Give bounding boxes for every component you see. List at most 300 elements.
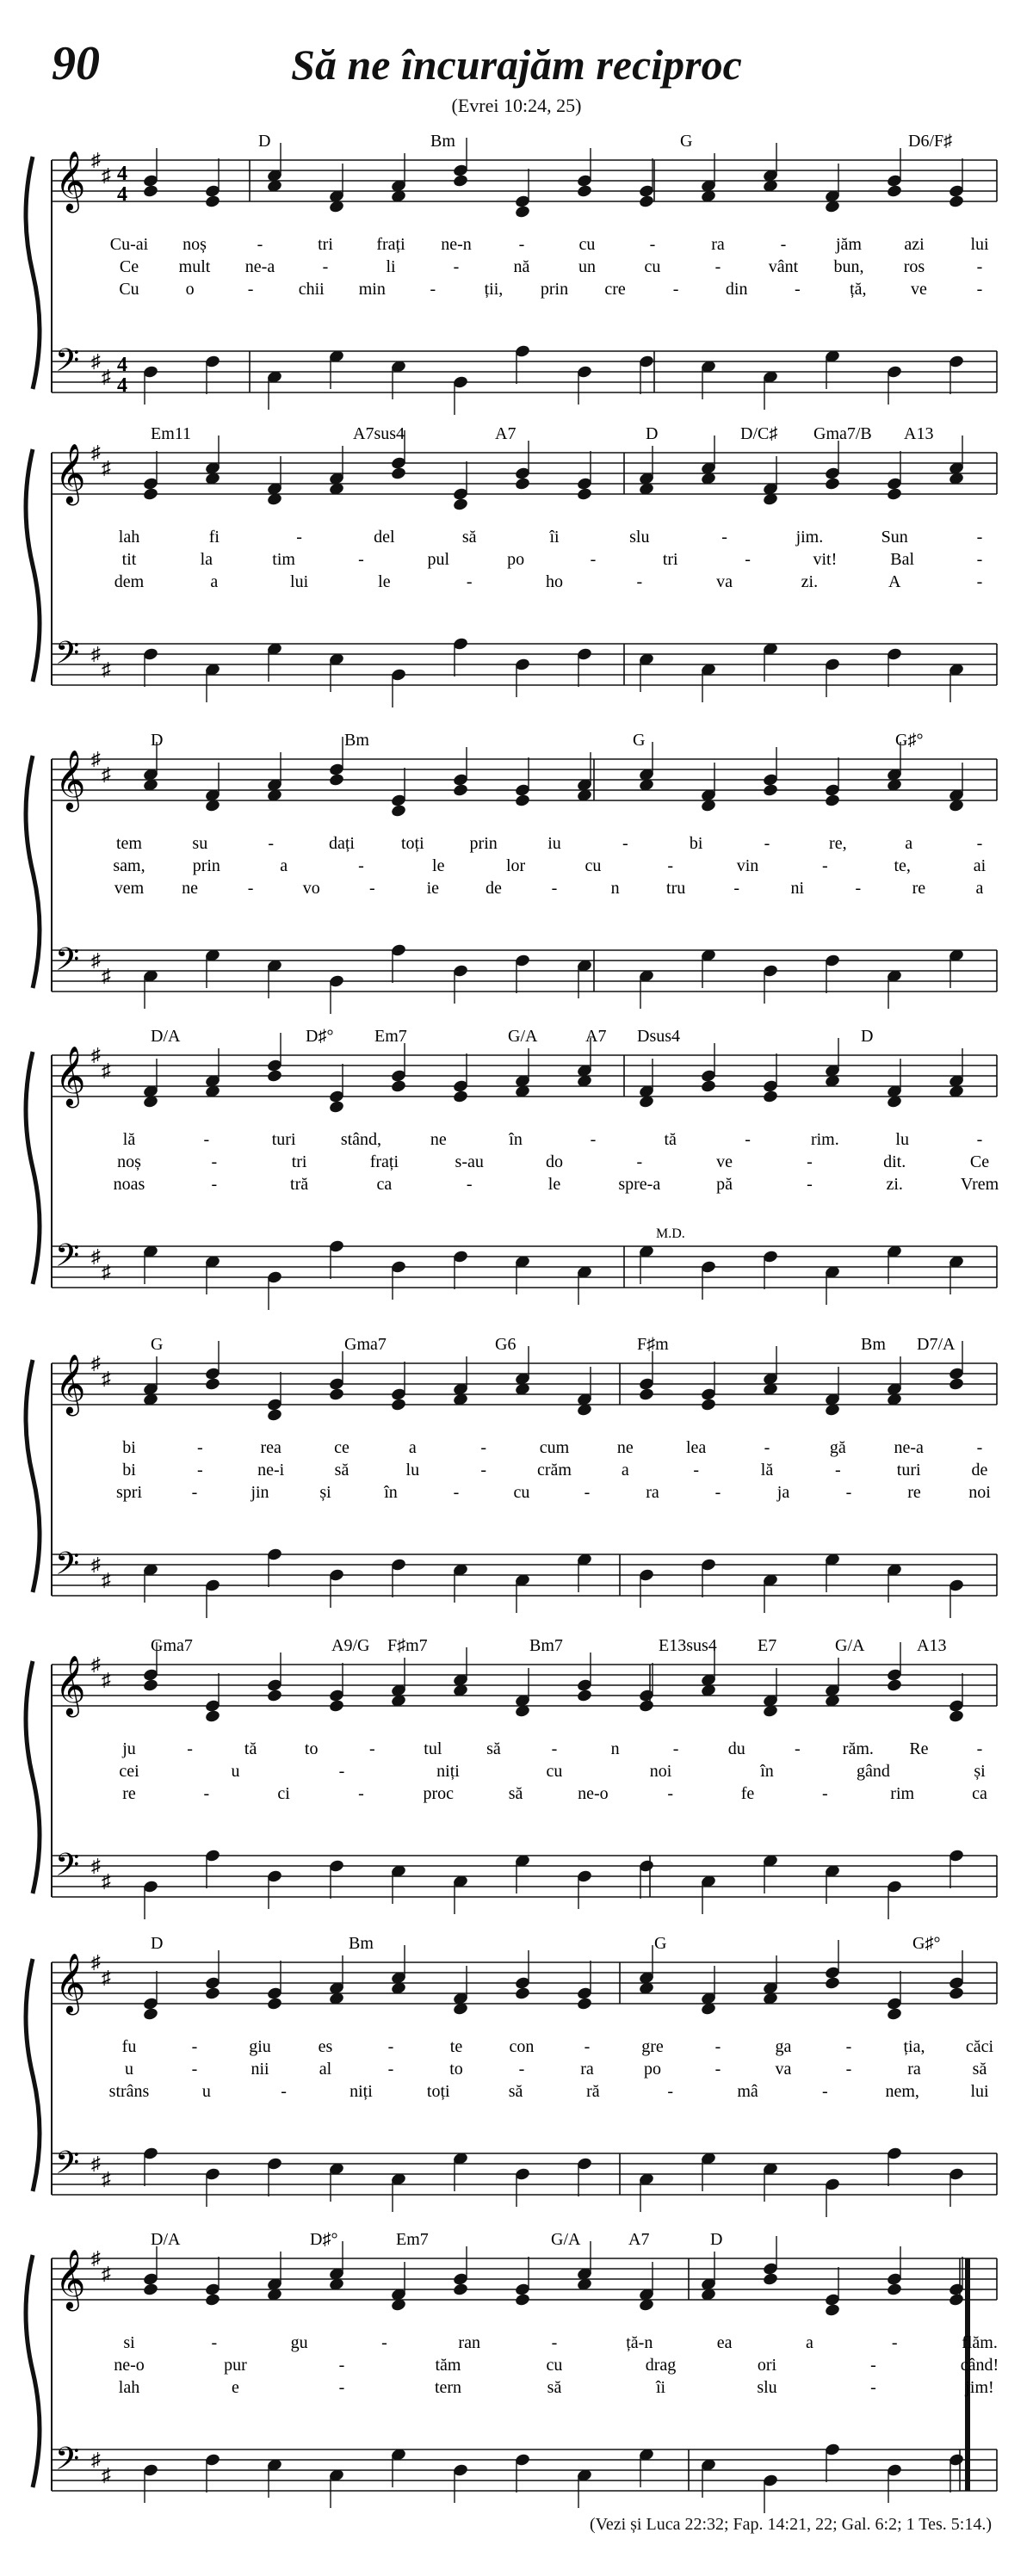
chord-symbol: D6/F♯ bbox=[908, 132, 953, 151]
lyric-syllable: ie bbox=[426, 879, 440, 898]
lyric-syllable: ni bbox=[790, 879, 805, 898]
lyric-syllable: le bbox=[378, 572, 391, 591]
treble-notehead bbox=[452, 174, 468, 188]
lyric-syllable: - bbox=[780, 235, 787, 254]
lyric-syllable: ne-n bbox=[441, 235, 472, 254]
treble-notehead bbox=[576, 1689, 592, 1703]
lyric-syllable: nii bbox=[251, 2060, 269, 2079]
lyric-syllable: proc bbox=[423, 1784, 455, 1803]
lyric-syllable: re bbox=[912, 879, 926, 898]
lyric-syllable: să bbox=[508, 1784, 523, 1803]
lyric-syllable: re, bbox=[829, 834, 847, 853]
treble-notehead bbox=[390, 1079, 406, 1094]
treble-notehead bbox=[452, 2283, 468, 2297]
treble-notehead bbox=[266, 1997, 282, 2011]
lyric-syllable: spre-a bbox=[618, 1175, 661, 1194]
lyric-syllable: - bbox=[203, 1784, 210, 1803]
chord-symbol: Dsus4 bbox=[637, 1027, 681, 1046]
treble-clef-icon: 𝄞 bbox=[55, 445, 86, 502]
lyric-syllable: cu bbox=[546, 2356, 563, 2375]
treble-notehead bbox=[700, 1398, 716, 1412]
chord-symbol: G6 bbox=[495, 1335, 516, 1354]
lyric-syllable: rea bbox=[260, 1438, 281, 1457]
chord-symbol: D bbox=[151, 1934, 164, 1953]
lyric-syllable: vo bbox=[302, 879, 320, 898]
lyric-syllable: ga bbox=[775, 2037, 792, 2056]
lyric-syllable: ca bbox=[376, 1175, 393, 1194]
lyric-syllable: ră bbox=[586, 2082, 600, 2101]
lyric-syllable: - bbox=[870, 2378, 876, 2397]
lyric-syllable: să bbox=[508, 2082, 523, 2101]
lyric-syllable: ne bbox=[182, 879, 199, 898]
lyric-syllable: - bbox=[976, 572, 983, 591]
treble-notehead bbox=[204, 1986, 220, 2001]
lyric-syllable: fi bbox=[208, 528, 220, 547]
lyric-syllable: chii bbox=[298, 280, 325, 299]
treble-notehead bbox=[762, 1090, 778, 1104]
lyric-syllable: lu bbox=[895, 1130, 909, 1149]
lyric-syllable: lah bbox=[118, 528, 140, 547]
treble-notehead bbox=[452, 783, 468, 798]
lyric-syllable: slu bbox=[757, 2378, 777, 2397]
lyric-syllable: - bbox=[211, 1175, 218, 1194]
lyric-syllable: - bbox=[855, 879, 862, 898]
treble-notehead bbox=[204, 2293, 220, 2307]
lyric-syllable: cum bbox=[539, 1438, 570, 1457]
lyric-syllable: a bbox=[975, 879, 984, 898]
lyric-syllable: - bbox=[247, 879, 254, 898]
lyric-syllable: te, bbox=[894, 856, 911, 875]
lyric-syllable: - bbox=[845, 2060, 852, 2079]
lyric-syllable: ce bbox=[334, 1438, 349, 1457]
chord-symbol: A7 bbox=[585, 1027, 607, 1046]
lyric-syllable: tră bbox=[290, 1175, 309, 1194]
lyric-syllable: tem bbox=[116, 834, 142, 853]
lyric-syllable: azi bbox=[904, 235, 925, 254]
lyric-syllable: - bbox=[211, 1152, 218, 1171]
chord-symbol: D bbox=[258, 132, 271, 151]
lyric-syllable: ve bbox=[716, 1152, 733, 1171]
lyric-syllable: ra bbox=[907, 2060, 921, 2079]
treble-notehead bbox=[514, 205, 530, 219]
lyric-syllable: al bbox=[319, 2060, 332, 2079]
lyric-syllable: lui bbox=[970, 235, 989, 254]
chord-symbol: G♯° bbox=[912, 1934, 941, 1953]
lyric-syllable: - bbox=[211, 2333, 218, 2352]
lyric-syllable: si bbox=[123, 2333, 135, 2352]
lyric-syllable: noș bbox=[117, 1152, 141, 1171]
lyric-syllable: tit bbox=[121, 550, 137, 569]
key-sharp-icon: ♯ bbox=[91, 2153, 101, 2174]
lyric-syllable: - bbox=[672, 280, 679, 299]
key-sharp-icon: ♯ bbox=[102, 658, 111, 680]
lyric-syllable: căci bbox=[965, 2037, 994, 2056]
treble-notehead bbox=[142, 1678, 158, 1693]
lyric-syllable: să bbox=[334, 1461, 349, 1480]
lyric-syllable: slu bbox=[629, 528, 650, 547]
lyric-syllable: ca bbox=[972, 1784, 987, 1803]
time-signature-top: 4 bbox=[117, 354, 127, 376]
treble-clef-icon: 𝄞 bbox=[55, 2251, 86, 2307]
key-sharp-icon: ♯ bbox=[91, 1352, 101, 1374]
treble-notehead bbox=[576, 487, 592, 502]
lyric-syllable: nem, bbox=[885, 2082, 919, 2101]
lyric-syllable: în bbox=[509, 1130, 523, 1149]
lyric-syllable: turi bbox=[896, 1461, 921, 1480]
lyric-syllable: - bbox=[714, 2037, 721, 2056]
lyric-syllable: Vrem bbox=[960, 1175, 999, 1194]
lyric-syllable: u bbox=[231, 1762, 240, 1781]
lyric-syllable: su bbox=[192, 834, 208, 853]
lyric-syllable: ță-n bbox=[626, 2333, 653, 2352]
lyric-syllable: frați bbox=[376, 235, 405, 254]
chord-symbol: G bbox=[633, 731, 646, 750]
lyric-syllable: tăm bbox=[435, 2356, 461, 2375]
lyric-syllable: tri bbox=[291, 1152, 307, 1171]
lyric-syllable: mult bbox=[178, 257, 211, 276]
lyric-syllable: Cu bbox=[119, 280, 139, 299]
bass-clef-icon: 𝄢 bbox=[55, 1848, 80, 1890]
lyric-syllable: - bbox=[203, 1130, 210, 1149]
key-sharp-icon: ♯ bbox=[91, 149, 101, 170]
treble-notehead bbox=[328, 1100, 344, 1115]
lyric-syllable: po bbox=[644, 2060, 661, 2079]
lyric-syllable: ne bbox=[430, 1130, 447, 1149]
song-title: Să ne încurajăm reciproc bbox=[291, 40, 742, 89]
key-sharp-icon: ♯ bbox=[102, 1870, 111, 1892]
lyric-syllable: dem bbox=[114, 572, 145, 591]
lyric-syllable: o bbox=[185, 280, 195, 299]
lyric-syllable: cu bbox=[644, 257, 661, 276]
lyric-syllable: - bbox=[358, 550, 364, 569]
lyric-syllable: - bbox=[191, 2060, 198, 2079]
lyric-syllable: ne-a bbox=[244, 257, 275, 276]
lyric-syllable: când! bbox=[960, 2356, 999, 2375]
chord-symbol: D♯° bbox=[306, 1027, 334, 1046]
lyric-syllable: zi. bbox=[801, 572, 819, 591]
lyric-syllable: - bbox=[338, 2356, 345, 2375]
lyric-syllable: bi bbox=[122, 1461, 136, 1480]
lyric-syllable: - bbox=[268, 834, 275, 853]
lyric-syllable: lă bbox=[122, 1130, 136, 1149]
key-sharp-icon: ♯ bbox=[91, 1044, 101, 1066]
lyric-syllable: crăm bbox=[537, 1461, 572, 1480]
lyric-syllable: ne-i bbox=[257, 1461, 285, 1480]
lyric-syllable: bi bbox=[689, 834, 703, 853]
treble-notehead bbox=[390, 804, 406, 819]
chord-symbol: E7 bbox=[758, 1636, 777, 1655]
key-sharp-icon: ♯ bbox=[102, 366, 111, 387]
key-sharp-icon: ♯ bbox=[91, 2247, 101, 2269]
treble-notehead bbox=[824, 477, 840, 491]
treble-notehead bbox=[886, 2283, 902, 2297]
lyric-syllable: toți bbox=[426, 2082, 450, 2101]
lyric-syllable: Re bbox=[909, 1739, 929, 1758]
lyric-syllable: po bbox=[507, 550, 525, 569]
treble-clef-icon: 𝄞 bbox=[55, 1657, 86, 1714]
key-sharp-icon: ♯ bbox=[102, 1967, 111, 1988]
lyric-syllable: - bbox=[518, 2060, 525, 2079]
lyric-syllable: - bbox=[976, 1130, 983, 1149]
system-brace bbox=[26, 1360, 40, 1592]
lyric-syllable: lor bbox=[505, 856, 526, 875]
lyric-syllable: - bbox=[518, 235, 525, 254]
system-brace bbox=[26, 2255, 40, 2487]
bass-clef-icon: 𝄢 bbox=[55, 1239, 80, 1281]
time-signature-bottom: 4 bbox=[117, 374, 127, 397]
lyric-syllable: cre bbox=[604, 280, 626, 299]
treble-notehead bbox=[886, 184, 902, 199]
lyric-syllable: lah bbox=[118, 2378, 140, 2397]
lyric-syllable: fu bbox=[121, 2037, 137, 2056]
chord-symbol: D bbox=[646, 424, 659, 443]
lyric-syllable: lui bbox=[290, 572, 309, 591]
lyric-syllable: lui bbox=[970, 2082, 989, 2101]
lyric-syllable: va bbox=[716, 572, 733, 591]
chord-symbol: D♯° bbox=[310, 2230, 338, 2249]
lyric-syllable: tri bbox=[318, 235, 333, 254]
treble-notehead bbox=[948, 1986, 964, 2001]
lyric-syllable: n bbox=[610, 879, 620, 898]
lyric-syllable: - bbox=[714, 257, 721, 276]
lyric-syllable: să bbox=[547, 2378, 562, 2397]
lyric-syllable: - bbox=[636, 572, 643, 591]
treble-notehead bbox=[142, 2283, 158, 2297]
chord-symbol: Gma7 bbox=[151, 1636, 193, 1655]
lyric-syllable: - bbox=[693, 1461, 700, 1480]
key-sharp-icon: ♯ bbox=[91, 1855, 101, 1876]
lyric-syllable: to bbox=[449, 2060, 463, 2079]
lyric-syllable: rim. bbox=[810, 1130, 839, 1149]
lyric-syllable: noi bbox=[968, 1483, 991, 1502]
lyric-syllable: tă bbox=[664, 1130, 677, 1149]
lyric-syllable: - bbox=[381, 2333, 387, 2352]
lyric-syllable: jim! bbox=[965, 2378, 994, 2397]
lyric-syllable: prin bbox=[469, 834, 498, 853]
lyric-syllable: - bbox=[196, 1438, 203, 1457]
lyric-syllable: îi bbox=[655, 2378, 666, 2397]
lyric-syllable: lea bbox=[686, 1438, 707, 1457]
treble-notehead bbox=[204, 1377, 220, 1392]
chord-symbol: A7 bbox=[495, 424, 516, 443]
lyric-syllable: ra bbox=[580, 2060, 594, 2079]
key-sharp-icon: ♯ bbox=[102, 1368, 111, 1389]
key-sharp-icon: ♯ bbox=[91, 442, 101, 463]
chord-symbol: G/A bbox=[551, 2230, 581, 2249]
lyric-syllable: - bbox=[976, 257, 983, 276]
lyric-syllable: cei bbox=[119, 1762, 139, 1781]
lyric-syllable: ne-a bbox=[894, 1438, 924, 1457]
lyric-syllable: gând bbox=[857, 1762, 890, 1781]
lyric-syllable: ai bbox=[973, 856, 987, 875]
chord-symbol: G bbox=[654, 1934, 667, 1953]
lyric-syllable: iu bbox=[547, 834, 561, 853]
lyric-syllable: sam, bbox=[113, 856, 145, 875]
lyric-syllable: - bbox=[368, 1739, 375, 1758]
treble-notehead bbox=[142, 2007, 158, 2022]
key-sharp-icon: ♯ bbox=[91, 1653, 101, 1675]
lyric-syllable: - bbox=[721, 528, 727, 547]
lyric-syllable: li bbox=[386, 257, 396, 276]
lyric-syllable: - bbox=[976, 280, 983, 299]
lyric-syllable: - bbox=[257, 235, 263, 254]
system-brace bbox=[26, 756, 40, 988]
chord-symbol: Bm bbox=[430, 132, 455, 151]
lyric-syllable: strâns bbox=[108, 2082, 150, 2101]
system-brace bbox=[26, 449, 40, 682]
lyric-syllable: - bbox=[807, 1152, 813, 1171]
lyric-syllable: niți bbox=[349, 2082, 373, 2101]
chord-symbol: G bbox=[151, 1335, 164, 1354]
lyric-syllable: te bbox=[449, 2037, 463, 2056]
lyric-syllable: - bbox=[480, 1461, 487, 1480]
chord-symbol: Gma7/B bbox=[813, 424, 872, 443]
lyric-syllable: - bbox=[622, 834, 628, 853]
chord-symbol: D/C♯ bbox=[740, 424, 778, 443]
key-sharp-icon: ♯ bbox=[102, 2263, 111, 2284]
lyric-syllable: ții, bbox=[484, 280, 504, 299]
lyric-syllable: să bbox=[461, 528, 477, 547]
lyric-syllable: bi bbox=[122, 1438, 136, 1457]
treble-notehead bbox=[762, 2272, 778, 2287]
lyric-syllable: du bbox=[727, 1739, 745, 1758]
lyric-syllable: - bbox=[466, 1175, 473, 1194]
key-sharp-icon: ♯ bbox=[102, 763, 111, 785]
chord-symbol: D bbox=[861, 1027, 874, 1046]
lyric-syllable: A bbox=[888, 572, 901, 591]
final-barline bbox=[965, 2258, 970, 2491]
bass-clef-icon: 𝄢 bbox=[55, 343, 80, 386]
lyric-syllable: la bbox=[200, 550, 213, 569]
lyric-syllable: - bbox=[834, 1461, 841, 1480]
treble-notehead bbox=[514, 1986, 530, 2001]
lyric-syllable: - bbox=[387, 2060, 394, 2079]
lyric-syllable: e bbox=[232, 2378, 239, 2397]
chord-symbol: Em7 bbox=[374, 1027, 407, 1046]
lyric-syllable: să bbox=[972, 2060, 987, 2079]
lyric-syllable: din bbox=[725, 280, 748, 299]
lyric-syllable: dați bbox=[329, 834, 355, 853]
key-sharp-icon: ♯ bbox=[102, 457, 111, 479]
treble-notehead bbox=[886, 1678, 902, 1693]
lyric-syllable: n bbox=[610, 1739, 620, 1758]
lyric-syllable: ori bbox=[757, 2356, 777, 2375]
lyric-syllable: toți bbox=[400, 834, 424, 853]
lyric-syllable: niți bbox=[436, 1762, 460, 1781]
lyric-syllable: - bbox=[667, 2082, 674, 2101]
lyric-syllable: - bbox=[191, 2037, 198, 2056]
lyric-syllable: prin bbox=[192, 856, 220, 875]
system-brace bbox=[26, 1959, 40, 2191]
treble-notehead bbox=[576, 1997, 592, 2011]
lyric-syllable: con bbox=[509, 2037, 535, 2056]
lyric-syllable: - bbox=[338, 1762, 345, 1781]
key-sharp-icon: ♯ bbox=[91, 1245, 101, 1267]
lyric-syllable: Sun bbox=[881, 528, 908, 547]
lyric-syllable: - bbox=[845, 1483, 852, 1502]
lyric-syllable: - bbox=[891, 2333, 898, 2352]
lyric-syllable: de bbox=[485, 879, 502, 898]
lyric-syllable: - bbox=[196, 1461, 203, 1480]
lyric-syllable: re bbox=[122, 1784, 136, 1803]
lyric-syllable: gu bbox=[290, 2333, 308, 2352]
lyric-syllable: - bbox=[322, 257, 329, 276]
lyric-syllable: cu bbox=[578, 235, 596, 254]
treble-notehead bbox=[948, 195, 964, 209]
treble-notehead bbox=[514, 2293, 530, 2307]
lyric-syllable: ci bbox=[277, 1784, 290, 1803]
lyric-syllable: - bbox=[584, 2037, 591, 2056]
lyric-syllable: cu bbox=[546, 1762, 563, 1781]
lyric-syllable: tim bbox=[272, 550, 295, 569]
lyric-syllable: spri bbox=[116, 1483, 142, 1502]
lyric-syllable: frați bbox=[369, 1152, 399, 1171]
lyric-syllable: do bbox=[546, 1152, 563, 1171]
bass-clef-icon: 𝄢 bbox=[55, 636, 80, 678]
chord-symbol: D/A bbox=[151, 2230, 181, 2249]
lyric-syllable: - bbox=[480, 1438, 487, 1457]
lyric-syllable: stând, bbox=[340, 1130, 382, 1149]
treble-notehead bbox=[204, 1709, 220, 1724]
time-signature-bottom: 4 bbox=[117, 183, 127, 206]
lyric-syllable: dit. bbox=[883, 1152, 906, 1171]
lyric-syllable: ju bbox=[122, 1739, 136, 1758]
lyric-syllable: - bbox=[745, 550, 751, 569]
chord-symbol: A7 bbox=[628, 2230, 650, 2249]
lyric-syllable: mâ bbox=[737, 2082, 758, 2101]
chord-symbol: Em11 bbox=[151, 424, 192, 443]
treble-notehead bbox=[886, 487, 902, 502]
lyric-syllable: pur bbox=[224, 2356, 247, 2375]
lyric-syllable: - bbox=[976, 1438, 983, 1457]
lyric-syllable: de bbox=[971, 1461, 988, 1480]
lyric-syllable: nă bbox=[513, 257, 530, 276]
lyric-syllable: și bbox=[974, 1762, 986, 1781]
lyric-syllable: în bbox=[384, 1483, 398, 1502]
key-sharp-icon: ♯ bbox=[102, 1261, 111, 1282]
lyric-syllable: Bal bbox=[890, 550, 915, 569]
lyric-syllable: bun, bbox=[833, 257, 864, 276]
treble-notehead bbox=[328, 773, 344, 788]
lyric-syllable: a bbox=[210, 572, 219, 591]
chord-symbol: D7/A bbox=[917, 1335, 956, 1354]
lyric-syllable: a bbox=[621, 1461, 629, 1480]
lyric-syllable: - bbox=[296, 528, 302, 547]
lyric-syllable: - bbox=[667, 856, 674, 875]
treble-notehead bbox=[576, 184, 592, 199]
lyric-syllable: vin bbox=[736, 856, 759, 875]
key-sharp-icon: ♯ bbox=[102, 164, 111, 186]
treble-notehead bbox=[762, 783, 778, 798]
key-sharp-icon: ♯ bbox=[91, 949, 101, 971]
lyric-syllable: noș bbox=[182, 235, 207, 254]
lyric-syllable: Cu-ai bbox=[109, 235, 149, 254]
lyric-syllable: - bbox=[976, 550, 983, 569]
lyric-syllable: ran bbox=[458, 2333, 480, 2352]
lyric-syllable: - bbox=[764, 834, 770, 853]
lyric-syllable: - bbox=[636, 1152, 643, 1171]
lyric-syllable: Ce bbox=[119, 257, 139, 276]
chord-symbol: G♯° bbox=[895, 731, 924, 750]
chord-symbol: D bbox=[151, 731, 164, 750]
lyric-syllable: zi. bbox=[886, 1175, 903, 1194]
treble-notehead bbox=[452, 497, 468, 512]
lyric-syllable: răm. bbox=[842, 1739, 874, 1758]
lyric-syllable: ve bbox=[910, 280, 927, 299]
treble-notehead bbox=[514, 477, 530, 491]
lyric-syllable: lu bbox=[405, 1461, 420, 1480]
lyric-syllable: - bbox=[976, 1739, 983, 1758]
